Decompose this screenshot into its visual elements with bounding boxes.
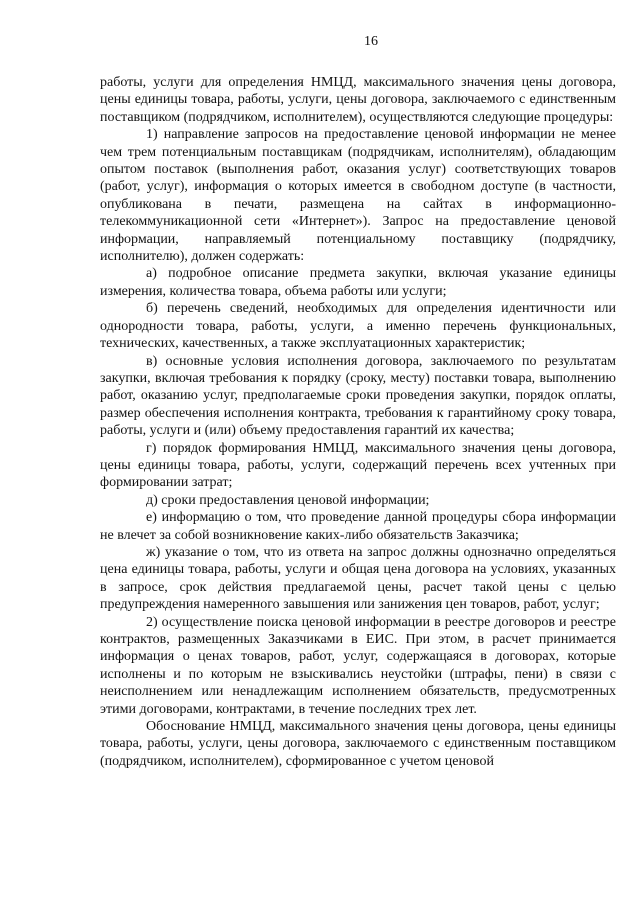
page-number: 16 [364, 34, 378, 49]
paragraph-item-d: д) сроки предоставления ценовой информации; [146, 492, 430, 508]
paragraph-item-v: в) основные условия исполнения договора, заключаемого по результатам закупки, включая требования к порядку (сроку, месту) поставки товара, выполнению работ, оказанию услуг, предполагаемые сроки проведения закупки, порядок оплаты, размер обеспечения исполнения контракта, требования к гарантийному сроку товара, работы, услуги и (или) объему предоставления гарантий их качества; [100, 353, 616, 439]
paragraph-item-2: 2) осуществление поиска ценовой информации в реестре договоров и реестре контрактов, размещенных Заказчиками в ЕИС. При этом, в расчет принимается информация о ценах товаров, работ, услуг, содержащаяся в договорах, которые исполнены и по которым не взыскивались неустойки (штрафы, пени) в связи с неисполнением или ненадлежащим исполнением обязательств, предусмотренных этими договорами, контрактами, в течение последних трех лет. [100, 614, 616, 717]
paragraph-item-zh: ж) указание о том, что из ответа на запрос должны однозначно определяться цена единицы товара, работы, услуги и общая цена договора на условиях, указанных в запросе, срок действия предлагаемой цены, расчет такой цены с целью предупреждения намеренного завышения или занижения цен товаров, работ, услуг; [100, 544, 616, 613]
paragraph-item-g: г) порядок формирования НМЦД, максимального значения цены договора, цены единицы товара, работы, услуги, содержащий перечень всех учтенных при формировании затрат; [100, 440, 616, 491]
paragraph-item-b: б) перечень сведений, необходимых для определения идентичности или однородности товара, работы, услуги, а именно перечень функциональных, технических, качественных, а также эксплуатационных характеристик; [100, 301, 616, 352]
paragraph-justification: Обоснование НМЦД, максимального значения цены договора, цены единицы товара, работы, услуги, цены договора, заключаемого с единственным поставщиком (подрядчиком, исполнителем), сформированное с учетом ценовой [100, 719, 616, 769]
paragraph-item-1: 1) направление запросов на предоставление ценовой информации не менее чем трем потенциальным поставщикам (подрядчикам, исполнителям), обладающим опытом поставок (выполнения работ, оказания услуг) соответствующих товаров (работ, услуг), информация о которых имеется в свободном доступе (в частности, опубликована в печати, размещена на сайтах в информационно-телекоммуникационной сети «Интернет»). Запрос на предоставление ценовой информации, направляемый потенциальному поставщику (подрядчику, исполнителю), должен содержать: [100, 127, 616, 265]
body-text [100, 74, 616, 770]
paragraph-item-a: а) подробное описание предмета закупки, включая указание единицы измерения, количества товара, объема работы или услуги; [100, 266, 616, 299]
paragraph-intro-continuation: работы, услуги для определения НМЦД, максимального значения цены договора, цены единицы товара, работы, услуги, цены договора, заключаемого с единственным поставщиком (подрядчиком, исполнителем), осуществляются следующие процедуры: [100, 75, 616, 125]
paragraph-item-e: е) информацию о том, что проведение данной процедуры сбора информации не влечет за собой возникновение каких-либо обязательств Заказчика; [100, 510, 616, 543]
